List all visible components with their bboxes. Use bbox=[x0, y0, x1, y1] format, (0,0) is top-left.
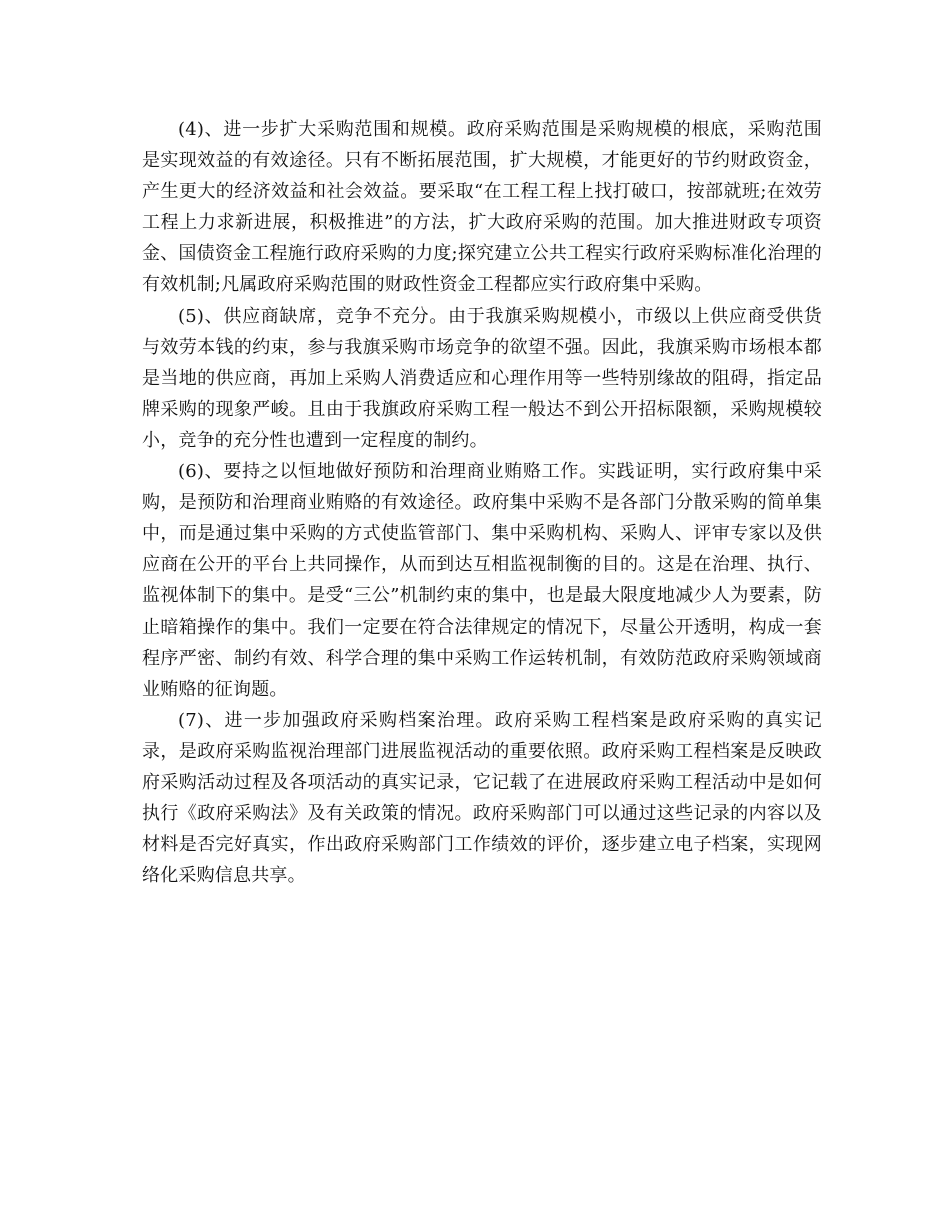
paragraph-5: (5)、供应商缺席，竞争不充分。由于我旗采购规模小，市级以上供应商受供货与效劳本钱的约束，参与我旗采购市场竞争的欲望不强。因此，我旗采购市场根本都是当地的供应商，再加上采购人消费适应和心理作用等一些特别缘故的阻碍，指定品牌采购的现象严峻。且由于我旗政府采购工程一般达不到公开招标限额，采购规模较小，竞争的充分性也遭到一定程度的制约。 bbox=[142, 305, 822, 451]
paragraph-4: (4)、进一步扩大采购范围和规模。政府采购范围是采购规模的根底，采购范围是实现效益的有效途径。只有不断拓展范围，扩大规模，才能更好的节约财政资金，产生更大的经济效益和社会效益。要采取“在工程工程上找打破口，按部就班;在效劳工程上力求新进展，积极推进”的方法，扩大政府采购的范围。加大推进财政专项资金、国债资金工程施行政府采购的力度;探究建立公共工程实行政府采购标准化治理的有效机制;凡属政府采购范围的财政性资金工程都应实行政府集中采购。 bbox=[142, 119, 822, 296]
document-body bbox=[142, 114, 822, 891]
paragraph-6: (6)、要持之以恒地做好预防和治理商业贿赂工作。实践证明，实行政府集中采购，是预防和治理商业贿赂的有效途径。政府集中采购不是各部门分散采购的简单集中，而是通过集中采购的方式使监管部门、集中采购机构、采购人、评审专家以及供应商在公开的平台上共同操作，从而到达互相监视制衡的目的。这是在治理、执行、监视体制下的集中。是受“三公”机制约束的集中，也是最大限度地减少人为要素，防止暗箱操作的集中。我们一定要在符合法律规定的情况下，尽量公开透明，构成一套程序严密、制约有效、科学合理的集中采购工作运转机制，有效防范政府采购领域商业贿赂的征询题。 bbox=[142, 461, 822, 700]
paragraph-7: (7)、进一步加强政府采购档案治理。政府采购工程档案是政府采购的真实记录，是政府采购监视治理部门进展监视活动的重要依照。政府采购工程档案是反映政府采购活动过程及各项活动的真实记录，它记载了在进展政府采购工程活动中是如何执行《政府采购法》及有关政策的情况。政府采购部门可以通过这些记录的内容以及材料是否完好真实，作出政府采购部门工作绩效的评价，逐步建立电子档案，实现网络化采购信息共享。 bbox=[142, 709, 822, 887]
